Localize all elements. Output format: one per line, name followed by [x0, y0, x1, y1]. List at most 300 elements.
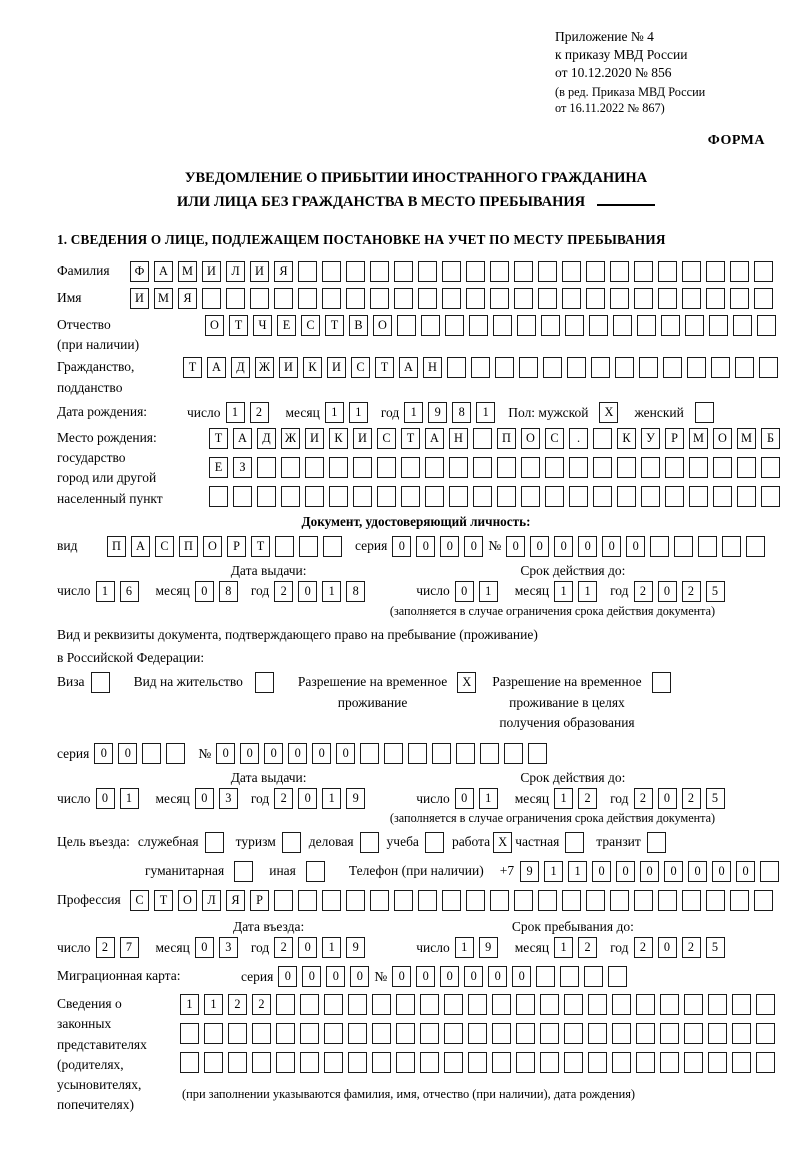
char-cell[interactable]: С: [377, 428, 396, 449]
char-cell[interactable]: [586, 261, 605, 282]
char-cell[interactable]: К: [303, 357, 322, 378]
char-cell[interactable]: [370, 890, 389, 911]
char-cell[interactable]: Т: [209, 428, 228, 449]
char-cell[interactable]: 0: [94, 743, 113, 764]
char-cell[interactable]: 2: [252, 994, 271, 1015]
char-cell[interactable]: Т: [401, 428, 420, 449]
char-cell[interactable]: 5: [706, 937, 725, 958]
purpose-sluzhebnaya-checkbox[interactable]: [205, 832, 224, 853]
char-cell[interactable]: 0: [278, 966, 297, 987]
char-cell[interactable]: [449, 486, 468, 507]
char-cell[interactable]: И: [250, 261, 269, 282]
char-cell[interactable]: 0: [96, 788, 115, 809]
char-cell[interactable]: [495, 357, 514, 378]
char-cell[interactable]: [300, 994, 319, 1015]
char-cell[interactable]: [469, 315, 488, 336]
char-cell[interactable]: 1: [349, 402, 368, 423]
char-cell[interactable]: [401, 486, 420, 507]
char-cell[interactable]: 2: [634, 937, 653, 958]
char-cell[interactable]: [420, 1052, 439, 1073]
char-cell[interactable]: [396, 994, 415, 1015]
char-cell[interactable]: 0: [688, 861, 707, 882]
char-cell[interactable]: 0: [488, 966, 507, 987]
char-cell[interactable]: Д: [257, 428, 276, 449]
char-cell[interactable]: [471, 357, 490, 378]
char-cell[interactable]: О: [521, 428, 540, 449]
char-cell[interactable]: [276, 1052, 295, 1073]
char-cell[interactable]: [250, 288, 269, 309]
char-cell[interactable]: 8: [452, 402, 471, 423]
char-cell[interactable]: 0: [392, 966, 411, 987]
char-cell[interactable]: [257, 457, 276, 478]
char-cell[interactable]: [593, 428, 612, 449]
char-cell[interactable]: 1: [568, 861, 587, 882]
residence-permit-checkbox[interactable]: [255, 672, 274, 693]
char-cell[interactable]: [588, 994, 607, 1015]
char-cell[interactable]: 2: [682, 581, 701, 602]
char-cell[interactable]: И: [327, 357, 346, 378]
char-cell[interactable]: [689, 486, 708, 507]
char-cell[interactable]: Т: [183, 357, 202, 378]
char-cell[interactable]: [516, 1023, 535, 1044]
char-cell[interactable]: И: [130, 288, 149, 309]
char-cell[interactable]: [591, 357, 610, 378]
char-cell[interactable]: 0: [530, 536, 549, 557]
female-checkbox[interactable]: [695, 402, 714, 423]
char-cell[interactable]: [709, 315, 728, 336]
char-cell[interactable]: 2: [250, 402, 269, 423]
char-cell[interactable]: [641, 486, 660, 507]
male-checkbox[interactable]: X: [599, 402, 618, 423]
purpose-delovaya-checkbox[interactable]: [360, 832, 379, 853]
char-cell[interactable]: К: [329, 428, 348, 449]
char-cell[interactable]: С: [130, 890, 149, 911]
char-cell[interactable]: К: [617, 428, 636, 449]
char-cell[interactable]: [456, 743, 475, 764]
char-cell[interactable]: [698, 536, 717, 557]
char-cell[interactable]: [615, 357, 634, 378]
char-cell[interactable]: [420, 1023, 439, 1044]
char-cell[interactable]: [536, 966, 555, 987]
char-cell[interactable]: 3: [219, 788, 238, 809]
char-cell[interactable]: 9: [479, 937, 498, 958]
char-cell[interactable]: 0: [455, 788, 474, 809]
char-cell[interactable]: 0: [554, 536, 573, 557]
char-cell[interactable]: 0: [264, 743, 283, 764]
char-cell[interactable]: [564, 994, 583, 1015]
char-cell[interactable]: [394, 890, 413, 911]
char-cell[interactable]: Т: [154, 890, 173, 911]
char-cell[interactable]: 2: [578, 937, 597, 958]
char-cell[interactable]: [204, 1023, 223, 1044]
char-cell[interactable]: 9: [346, 937, 365, 958]
char-cell[interactable]: С: [301, 315, 320, 336]
char-cell[interactable]: [761, 457, 780, 478]
char-cell[interactable]: 2: [634, 581, 653, 602]
char-cell[interactable]: [661, 315, 680, 336]
char-cell[interactable]: [610, 261, 629, 282]
char-cell[interactable]: 7: [120, 937, 139, 958]
char-cell[interactable]: [634, 261, 653, 282]
char-cell[interactable]: [713, 457, 732, 478]
char-cell[interactable]: [408, 743, 427, 764]
char-cell[interactable]: [377, 457, 396, 478]
char-cell[interactable]: 1: [476, 402, 495, 423]
char-cell[interactable]: [660, 1023, 679, 1044]
char-cell[interactable]: [377, 486, 396, 507]
char-cell[interactable]: О: [373, 315, 392, 336]
char-cell[interactable]: 9: [428, 402, 447, 423]
char-cell[interactable]: [394, 261, 413, 282]
char-cell[interactable]: 2: [96, 937, 115, 958]
visa-checkbox[interactable]: [91, 672, 110, 693]
char-cell[interactable]: [473, 428, 492, 449]
char-cell[interactable]: [613, 315, 632, 336]
char-cell[interactable]: [257, 486, 276, 507]
char-cell[interactable]: 1: [96, 581, 115, 602]
char-cell[interactable]: 0: [298, 788, 317, 809]
char-cell[interactable]: [397, 315, 416, 336]
char-cell[interactable]: [281, 486, 300, 507]
char-cell[interactable]: 1: [325, 402, 344, 423]
char-cell[interactable]: [442, 288, 461, 309]
char-cell[interactable]: [684, 1052, 703, 1073]
purpose-turizm-checkbox[interactable]: [282, 832, 301, 853]
char-cell[interactable]: Н: [449, 428, 468, 449]
char-cell[interactable]: [252, 1052, 271, 1073]
char-cell[interactable]: [329, 457, 348, 478]
char-cell[interactable]: [274, 890, 293, 911]
char-cell[interactable]: Ф: [130, 261, 149, 282]
char-cell[interactable]: [589, 315, 608, 336]
char-cell[interactable]: [432, 743, 451, 764]
char-cell[interactable]: [180, 1052, 199, 1073]
char-cell[interactable]: С: [351, 357, 370, 378]
char-cell[interactable]: И: [353, 428, 372, 449]
char-cell[interactable]: [449, 457, 468, 478]
char-cell[interactable]: 0: [512, 966, 531, 987]
char-cell[interactable]: [737, 486, 756, 507]
char-cell[interactable]: [298, 261, 317, 282]
char-cell[interactable]: 2: [274, 937, 293, 958]
char-cell[interactable]: 1: [180, 994, 199, 1015]
char-cell[interactable]: [420, 994, 439, 1015]
char-cell[interactable]: 1: [322, 937, 341, 958]
char-cell[interactable]: [305, 486, 324, 507]
purpose-rabota-checkbox[interactable]: X: [493, 832, 512, 853]
char-cell[interactable]: [329, 486, 348, 507]
char-cell[interactable]: 1: [554, 581, 573, 602]
char-cell[interactable]: [684, 1023, 703, 1044]
char-cell[interactable]: 8: [219, 581, 238, 602]
char-cell[interactable]: [521, 457, 540, 478]
char-cell[interactable]: [756, 1023, 775, 1044]
char-cell[interactable]: [754, 288, 773, 309]
char-cell[interactable]: [323, 536, 342, 557]
char-cell[interactable]: [274, 288, 293, 309]
char-cell[interactable]: П: [497, 428, 516, 449]
char-cell[interactable]: [560, 966, 579, 987]
char-cell[interactable]: [445, 315, 464, 336]
char-cell[interactable]: 2: [682, 788, 701, 809]
char-cell[interactable]: Т: [325, 315, 344, 336]
char-cell[interactable]: [562, 890, 581, 911]
char-cell[interactable]: [569, 486, 588, 507]
temp-residence-checkbox[interactable]: X: [457, 672, 476, 693]
char-cell[interactable]: 0: [440, 966, 459, 987]
char-cell[interactable]: [348, 1052, 367, 1073]
char-cell[interactable]: Р: [227, 536, 246, 557]
char-cell[interactable]: 9: [346, 788, 365, 809]
char-cell[interactable]: 0: [626, 536, 645, 557]
char-cell[interactable]: [372, 1023, 391, 1044]
char-cell[interactable]: [593, 457, 612, 478]
char-cell[interactable]: И: [305, 428, 324, 449]
char-cell[interactable]: [756, 994, 775, 1015]
char-cell[interactable]: [636, 1023, 655, 1044]
char-cell[interactable]: [540, 994, 559, 1015]
char-cell[interactable]: [276, 1023, 295, 1044]
char-cell[interactable]: 2: [682, 937, 701, 958]
char-cell[interactable]: [324, 994, 343, 1015]
char-cell[interactable]: [490, 261, 509, 282]
char-cell[interactable]: [733, 315, 752, 336]
char-cell[interactable]: 2: [578, 788, 597, 809]
char-cell[interactable]: 1: [322, 581, 341, 602]
char-cell[interactable]: О: [205, 315, 224, 336]
char-cell[interactable]: [492, 994, 511, 1015]
char-cell[interactable]: [562, 261, 581, 282]
char-cell[interactable]: [545, 457, 564, 478]
char-cell[interactable]: .: [569, 428, 588, 449]
char-cell[interactable]: О: [713, 428, 732, 449]
char-cell[interactable]: Б: [761, 428, 780, 449]
char-cell[interactable]: [674, 536, 693, 557]
char-cell[interactable]: [584, 966, 603, 987]
char-cell[interactable]: 0: [326, 966, 345, 987]
char-cell[interactable]: [538, 261, 557, 282]
char-cell[interactable]: [228, 1052, 247, 1073]
char-cell[interactable]: П: [179, 536, 198, 557]
char-cell[interactable]: [421, 315, 440, 336]
char-cell[interactable]: [514, 261, 533, 282]
char-cell[interactable]: [540, 1023, 559, 1044]
char-cell[interactable]: 1: [479, 581, 498, 602]
char-cell[interactable]: [468, 1052, 487, 1073]
char-cell[interactable]: [713, 486, 732, 507]
char-cell[interactable]: Я: [226, 890, 245, 911]
char-cell[interactable]: 1: [455, 937, 474, 958]
char-cell[interactable]: [634, 288, 653, 309]
char-cell[interactable]: [346, 890, 365, 911]
char-cell[interactable]: 0: [658, 788, 677, 809]
char-cell[interactable]: 9: [520, 861, 539, 882]
char-cell[interactable]: 0: [298, 581, 317, 602]
char-cell[interactable]: [650, 536, 669, 557]
char-cell[interactable]: [564, 1052, 583, 1073]
char-cell[interactable]: 0: [288, 743, 307, 764]
char-cell[interactable]: [142, 743, 161, 764]
char-cell[interactable]: А: [399, 357, 418, 378]
char-cell[interactable]: [757, 315, 776, 336]
char-cell[interactable]: [504, 743, 523, 764]
char-cell[interactable]: [346, 288, 365, 309]
char-cell[interactable]: [418, 890, 437, 911]
char-cell[interactable]: 0: [350, 966, 369, 987]
char-cell[interactable]: [514, 890, 533, 911]
char-cell[interactable]: [396, 1052, 415, 1073]
char-cell[interactable]: [732, 1052, 751, 1073]
char-cell[interactable]: [353, 486, 372, 507]
char-cell[interactable]: [324, 1023, 343, 1044]
char-cell[interactable]: А: [233, 428, 252, 449]
char-cell[interactable]: 0: [578, 536, 597, 557]
char-cell[interactable]: [324, 1052, 343, 1073]
char-cell[interactable]: [687, 357, 706, 378]
char-cell[interactable]: [528, 743, 547, 764]
char-cell[interactable]: А: [154, 261, 173, 282]
char-cell[interactable]: [569, 457, 588, 478]
char-cell[interactable]: 0: [464, 966, 483, 987]
char-cell[interactable]: [492, 1052, 511, 1073]
char-cell[interactable]: 5: [706, 788, 725, 809]
char-cell[interactable]: 0: [416, 966, 435, 987]
char-cell[interactable]: [759, 357, 778, 378]
char-cell[interactable]: [756, 1052, 775, 1073]
char-cell[interactable]: [730, 890, 749, 911]
char-cell[interactable]: 0: [658, 581, 677, 602]
char-cell[interactable]: 1: [554, 788, 573, 809]
char-cell[interactable]: 1: [578, 581, 597, 602]
char-cell[interactable]: А: [131, 536, 150, 557]
char-cell[interactable]: [617, 486, 636, 507]
char-cell[interactable]: [322, 890, 341, 911]
char-cell[interactable]: [228, 1023, 247, 1044]
char-cell[interactable]: 1: [404, 402, 423, 423]
char-cell[interactable]: [276, 994, 295, 1015]
char-cell[interactable]: [722, 536, 741, 557]
char-cell[interactable]: П: [107, 536, 126, 557]
char-cell[interactable]: [732, 1023, 751, 1044]
char-cell[interactable]: [466, 261, 485, 282]
char-cell[interactable]: [322, 261, 341, 282]
char-cell[interactable]: [275, 536, 294, 557]
char-cell[interactable]: [612, 1052, 631, 1073]
char-cell[interactable]: 0: [712, 861, 731, 882]
char-cell[interactable]: Т: [251, 536, 270, 557]
char-cell[interactable]: [490, 288, 509, 309]
char-cell[interactable]: [425, 457, 444, 478]
char-cell[interactable]: [418, 288, 437, 309]
char-cell[interactable]: 0: [302, 966, 321, 987]
char-cell[interactable]: [473, 457, 492, 478]
char-cell[interactable]: 1: [322, 788, 341, 809]
char-cell[interactable]: [634, 890, 653, 911]
char-cell[interactable]: [444, 1023, 463, 1044]
char-cell[interactable]: [226, 288, 245, 309]
char-cell[interactable]: [492, 1023, 511, 1044]
char-cell[interactable]: [180, 1023, 199, 1044]
char-cell[interactable]: [543, 357, 562, 378]
char-cell[interactable]: [372, 994, 391, 1015]
char-cell[interactable]: [610, 890, 629, 911]
char-cell[interactable]: [233, 486, 252, 507]
char-cell[interactable]: [348, 994, 367, 1015]
char-cell[interactable]: [730, 288, 749, 309]
char-cell[interactable]: [708, 1052, 727, 1073]
char-cell[interactable]: [396, 1023, 415, 1044]
char-cell[interactable]: [684, 994, 703, 1015]
char-cell[interactable]: 0: [216, 743, 235, 764]
char-cell[interactable]: [540, 1052, 559, 1073]
char-cell[interactable]: [760, 861, 779, 882]
char-cell[interactable]: [761, 486, 780, 507]
char-cell[interactable]: [565, 315, 584, 336]
char-cell[interactable]: М: [154, 288, 173, 309]
char-cell[interactable]: Ж: [281, 428, 300, 449]
char-cell[interactable]: [636, 994, 655, 1015]
char-cell[interactable]: [447, 357, 466, 378]
char-cell[interactable]: [519, 357, 538, 378]
char-cell[interactable]: [497, 486, 516, 507]
char-cell[interactable]: 8: [346, 581, 365, 602]
char-cell[interactable]: Е: [277, 315, 296, 336]
char-cell[interactable]: [281, 457, 300, 478]
char-cell[interactable]: [689, 457, 708, 478]
char-cell[interactable]: 0: [640, 861, 659, 882]
char-cell[interactable]: [480, 743, 499, 764]
char-cell[interactable]: [660, 1052, 679, 1073]
char-cell[interactable]: 2: [228, 994, 247, 1015]
char-cell[interactable]: [586, 890, 605, 911]
char-cell[interactable]: [166, 743, 185, 764]
char-cell[interactable]: В: [349, 315, 368, 336]
char-cell[interactable]: 0: [506, 536, 525, 557]
purpose-tranzit-checkbox[interactable]: [647, 832, 666, 853]
char-cell[interactable]: [708, 994, 727, 1015]
char-cell[interactable]: [706, 261, 725, 282]
char-cell[interactable]: [685, 315, 704, 336]
char-cell[interactable]: [442, 890, 461, 911]
char-cell[interactable]: [608, 966, 627, 987]
char-cell[interactable]: 1: [204, 994, 223, 1015]
char-cell[interactable]: 0: [298, 937, 317, 958]
char-cell[interactable]: Д: [231, 357, 250, 378]
char-cell[interactable]: О: [203, 536, 222, 557]
char-cell[interactable]: [490, 890, 509, 911]
char-cell[interactable]: Ч: [253, 315, 272, 336]
purpose-chastnaya-checkbox[interactable]: [565, 832, 584, 853]
char-cell[interactable]: [372, 1052, 391, 1073]
char-cell[interactable]: [418, 261, 437, 282]
char-cell[interactable]: [468, 994, 487, 1015]
char-cell[interactable]: С: [545, 428, 564, 449]
char-cell[interactable]: [562, 288, 581, 309]
char-cell[interactable]: О: [178, 890, 197, 911]
char-cell[interactable]: [348, 1023, 367, 1044]
char-cell[interactable]: А: [425, 428, 444, 449]
char-cell[interactable]: 6: [120, 581, 139, 602]
char-cell[interactable]: Я: [178, 288, 197, 309]
purpose-ucheba-checkbox[interactable]: [425, 832, 444, 853]
char-cell[interactable]: [706, 890, 725, 911]
char-cell[interactable]: [346, 261, 365, 282]
char-cell[interactable]: З: [233, 457, 252, 478]
char-cell[interactable]: [639, 357, 658, 378]
char-cell[interactable]: 1: [120, 788, 139, 809]
char-cell[interactable]: И: [202, 261, 221, 282]
char-cell[interactable]: 0: [118, 743, 137, 764]
